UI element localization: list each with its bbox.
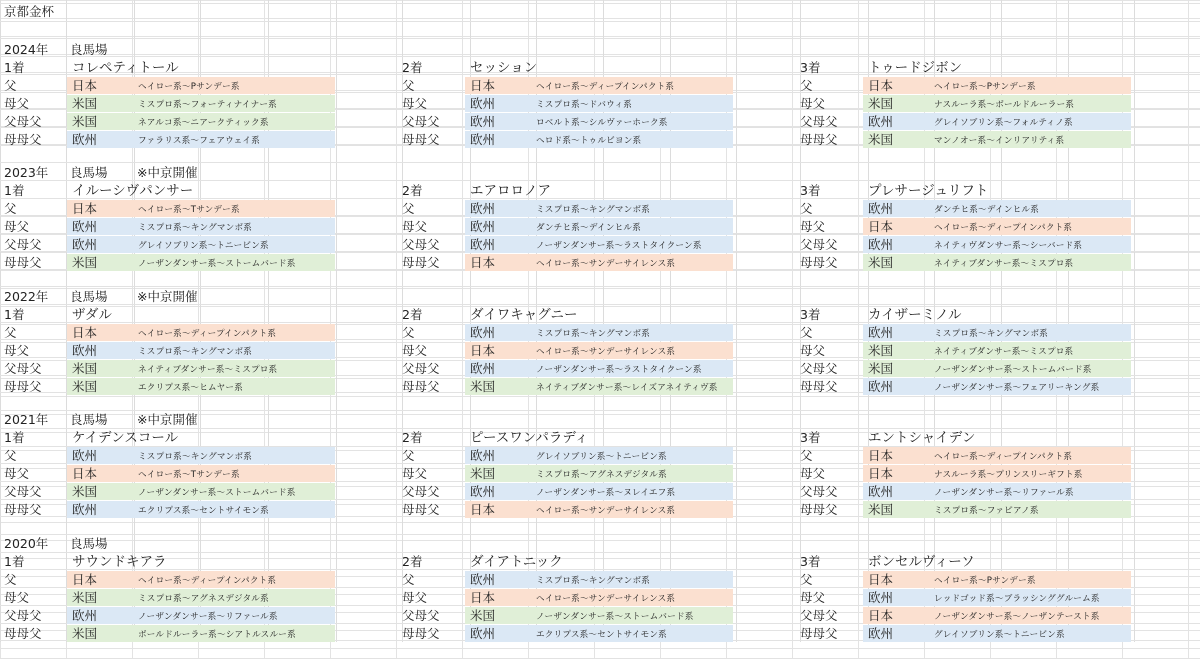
grid-col-line <box>0 0 1 642</box>
track-condition[interactable]: 良馬場 <box>70 412 108 427</box>
pedigree-region[interactable]: 米国 <box>72 626 98 641</box>
pedigree-region[interactable]: 米国 <box>72 590 98 605</box>
grid-col-line <box>736 0 737 642</box>
horse-name[interactable]: ボンセルヴィーソ <box>868 554 975 570</box>
sire-line[interactable]: ミスプロ系～キングマンボ系 <box>934 329 1049 339</box>
grid-col-line <box>336 0 337 642</box>
pedigree-region[interactable]: 日本 <box>868 608 894 623</box>
place-label[interactable]: 3着 <box>800 307 821 322</box>
place-label[interactable]: 1着 <box>4 554 25 569</box>
pedigree-role[interactable]: 母父 <box>4 590 30 605</box>
sire-line[interactable]: ミスプロ系～アグネスデジタル系 <box>138 594 269 604</box>
horse-name[interactable]: ダイワキャグニー <box>470 307 578 323</box>
grid-row-line <box>0 162 1200 163</box>
place-label[interactable]: 1着 <box>4 183 25 198</box>
pedigree-region[interactable]: 米国 <box>470 608 496 623</box>
grid-row-line <box>0 286 1200 287</box>
grid-row-line <box>0 3 1200 4</box>
pedigree-role[interactable]: 父母父 <box>800 361 838 376</box>
pedigree-region[interactable]: 米国 <box>72 361 98 376</box>
pedigree-region[interactable]: 欧州 <box>868 484 894 499</box>
sire-line[interactable]: エクリプス系～ヒムヤー系 <box>138 383 244 393</box>
horse-name[interactable]: イルーシヴパンサー <box>72 183 194 199</box>
pedigree-role[interactable]: 父母父 <box>4 608 42 623</box>
pedigree-region[interactable]: 欧州 <box>470 361 496 376</box>
year-label[interactable]: 2023年 <box>4 165 49 180</box>
horse-name[interactable]: カイザーミノル <box>868 307 962 323</box>
pedigree-role[interactable]: 父 <box>402 201 415 216</box>
pedigree-role[interactable]: 母父 <box>4 96 30 111</box>
pedigree-region[interactable]: 欧州 <box>868 626 894 641</box>
sire-line[interactable]: ノーザンダンサー系～フェアリーキング系 <box>934 383 1100 393</box>
pedigree-region[interactable]: 日本 <box>868 448 894 463</box>
grid-col-line <box>1134 0 1135 642</box>
sire-line[interactable]: ヘイロー系～サンデーサイレンス系 <box>536 347 676 357</box>
sire-line[interactable]: ノーザンダンサー系～ストームバード系 <box>138 488 296 498</box>
sire-line[interactable]: ネアルコ系～ニアークティック系 <box>138 118 269 128</box>
sire-line[interactable]: ミスプロ系～キングマンボ系 <box>536 205 651 215</box>
place-label[interactable]: 2着 <box>402 60 423 75</box>
pedigree-region[interactable]: 欧州 <box>868 379 894 394</box>
pedigree-region[interactable]: 欧州 <box>868 114 894 129</box>
pedigree-role[interactable]: 母母父 <box>402 626 440 641</box>
sire-line[interactable]: マンノオー系～インリアリティ系 <box>934 136 1065 146</box>
place-label[interactable]: 1着 <box>4 307 25 322</box>
sire-line[interactable]: ヘイロー系～ディープインパクト系 <box>138 329 277 339</box>
track-condition[interactable]: 良馬場 <box>70 536 108 551</box>
pedigree-region[interactable]: 欧州 <box>72 237 98 252</box>
pedigree-region[interactable]: 日本 <box>868 466 894 481</box>
pedigree-role[interactable]: 母父 <box>4 219 30 234</box>
pedigree-region[interactable]: 日本 <box>868 78 894 93</box>
pedigree-role[interactable]: 父 <box>4 325 17 340</box>
pedigree-region[interactable]: 欧州 <box>470 201 496 216</box>
pedigree-region[interactable]: 日本 <box>470 255 496 270</box>
pedigree-region[interactable]: 日本 <box>72 572 98 587</box>
pedigree-region[interactable]: 欧州 <box>470 572 496 587</box>
pedigree-role[interactable]: 父母父 <box>4 484 42 499</box>
grid-row-line <box>0 74 1200 75</box>
pedigree-role[interactable]: 父 <box>800 448 813 463</box>
pedigree-region[interactable]: 欧州 <box>868 590 894 605</box>
pedigree-role[interactable]: 母母父 <box>800 255 838 270</box>
horse-name[interactable]: サウンドキアラ <box>72 554 167 570</box>
horse-name[interactable]: ケイデンスコール <box>72 430 179 446</box>
pedigree-region[interactable]: 米国 <box>868 361 894 376</box>
horse-name[interactable]: ザダル <box>72 307 112 323</box>
sire-line[interactable]: ヘイロー系～ディープインパクト系 <box>934 223 1073 233</box>
pedigree-role[interactable]: 母母父 <box>4 379 42 394</box>
place-label[interactable]: 1着 <box>4 430 25 445</box>
horse-name[interactable]: プレサージュリフト <box>868 183 989 199</box>
sire-line[interactable]: ボールドルーラー系～シアトルスルー系 <box>138 630 296 640</box>
pedigree-role[interactable]: 母父 <box>402 466 428 481</box>
pedigree-region[interactable]: 日本 <box>470 78 496 93</box>
pedigree-region[interactable]: 欧州 <box>470 96 496 111</box>
place-label[interactable]: 2着 <box>402 554 423 569</box>
sire-line[interactable]: レッドゴッド系～ブラッシンググルーム系 <box>934 594 1100 604</box>
pedigree-region[interactable]: 日本 <box>72 78 98 93</box>
grid-row-line <box>0 534 1200 535</box>
pedigree-region[interactable]: 日本 <box>470 590 496 605</box>
sire-line[interactable]: ヘイロー系～ディープインパクト系 <box>934 452 1073 462</box>
pedigree-region[interactable]: 日本 <box>868 219 894 234</box>
sheet-title[interactable]: 京都金杯 <box>4 4 55 19</box>
sire-line[interactable]: ミスプロ系～キングマンボ系 <box>138 223 253 233</box>
sire-line[interactable]: ノーザンダンサー系～ラストタイクーン系 <box>536 241 702 251</box>
pedigree-role[interactable]: 父母父 <box>402 484 440 499</box>
pedigree-role[interactable]: 母父 <box>402 343 428 358</box>
place-label[interactable]: 2着 <box>402 307 423 322</box>
pedigree-role[interactable]: 父母父 <box>800 484 838 499</box>
pedigree-role[interactable]: 母父 <box>800 466 826 481</box>
sire-line[interactable]: ヘイロー系～ディープインパクト系 <box>138 576 277 586</box>
pedigree-role[interactable]: 父母父 <box>800 237 838 252</box>
place-label[interactable]: 3着 <box>800 183 821 198</box>
pedigree-region[interactable]: 米国 <box>72 255 98 270</box>
sire-line[interactable]: グレイソブリン系～トニービン系 <box>138 241 269 251</box>
sire-line[interactable]: ダンチヒ系～デインヒル系 <box>934 205 1040 215</box>
sire-line[interactable]: エクリプス系～セントサイモン系 <box>138 506 269 516</box>
horse-name[interactable]: エアロロノア <box>470 183 551 199</box>
sire-line[interactable]: ヘイロー系～Tサンデー系 <box>138 470 240 480</box>
pedigree-role[interactable]: 母母父 <box>4 132 42 147</box>
pedigree-role[interactable]: 母父 <box>402 219 428 234</box>
grid-row-line <box>0 322 1200 323</box>
year-label[interactable]: 2021年 <box>4 412 49 427</box>
pedigree-role[interactable]: 母父 <box>402 96 428 111</box>
pedigree-role[interactable]: 母母父 <box>402 379 440 394</box>
pedigree-role[interactable]: 母母父 <box>4 626 42 641</box>
pedigree-role[interactable]: 母母父 <box>800 502 838 517</box>
grid-row-line <box>0 56 1200 57</box>
track-condition[interactable]: 良馬場 <box>70 165 108 180</box>
horse-name[interactable]: ダイアトニック <box>470 554 563 570</box>
sire-line[interactable]: ミスプロ系～アグネスデジタル系 <box>536 470 667 480</box>
year-label[interactable]: 2024年 <box>4 42 49 57</box>
pedigree-role[interactable]: 母母父 <box>800 626 838 641</box>
pedigree-region[interactable]: 欧州 <box>72 132 98 147</box>
sire-line[interactable]: ヘイロー系～サンデーサイレンス系 <box>536 506 676 516</box>
pedigree-region[interactable]: 欧州 <box>470 114 496 129</box>
sire-line[interactable]: ネイティブダンサー系～ミスプロ系 <box>138 365 278 375</box>
horse-name[interactable]: セッション <box>470 60 538 76</box>
pedigree-region[interactable]: 日本 <box>72 466 98 481</box>
sire-line[interactable]: ノーザンダンサー系～ストームバード系 <box>536 612 694 622</box>
pedigree-role[interactable]: 父 <box>800 325 813 340</box>
sire-line[interactable]: グレイソブリン系～トニービン系 <box>934 630 1065 640</box>
pedigree-role[interactable]: 父 <box>402 325 415 340</box>
sire-line[interactable]: ミスプロ系～キングマンボ系 <box>138 347 253 357</box>
pedigree-role[interactable]: 母父 <box>800 590 826 605</box>
pedigree-role[interactable]: 父 <box>4 78 17 93</box>
place-label[interactable]: 3着 <box>800 60 821 75</box>
sire-line[interactable]: ミスプロ系～ファピアノ系 <box>934 506 1039 516</box>
sire-line[interactable]: ヘイロー系～サンデーサイレンス系 <box>536 259 676 269</box>
grid-row-line <box>0 38 1200 39</box>
sire-line[interactable]: ノーザンダンサー系～リファール系 <box>138 612 278 622</box>
sire-line[interactable]: ヘイロー系～Pサンデー系 <box>934 576 1036 586</box>
pedigree-role[interactable]: 母母父 <box>402 502 440 517</box>
pedigree-role[interactable]: 父 <box>4 448 17 463</box>
sire-line[interactable]: ミスプロ系～ドバウィ系 <box>536 100 633 110</box>
pedigree-role[interactable]: 父母父 <box>402 237 440 252</box>
pedigree-region[interactable]: 欧州 <box>470 448 496 463</box>
pedigree-region[interactable]: 欧州 <box>72 608 98 623</box>
horse-name[interactable]: ピースワンパラディ <box>470 430 589 446</box>
track-condition[interactable]: 良馬場 <box>70 289 108 304</box>
horse-name[interactable]: コレペティトール <box>72 60 179 76</box>
place-label[interactable]: 2着 <box>402 183 423 198</box>
place-label[interactable]: 3着 <box>800 430 821 445</box>
pedigree-role[interactable]: 父母父 <box>4 114 42 129</box>
sire-line[interactable]: ネイティブダンサー系～ミスプロ系 <box>934 259 1074 269</box>
pedigree-region[interactable]: 日本 <box>72 201 98 216</box>
horse-name[interactable]: エントシャイデン <box>868 430 976 446</box>
pedigree-region[interactable]: 米国 <box>72 379 98 394</box>
pedigree-role[interactable]: 父 <box>800 201 813 216</box>
sire-line[interactable]: ロベルト系～シルヴァーホーク系 <box>536 118 668 128</box>
pedigree-region[interactable]: 欧州 <box>72 343 98 358</box>
pedigree-region[interactable]: 米国 <box>868 343 894 358</box>
sire-line[interactable]: グレイソブリン系～トニービン系 <box>536 452 667 462</box>
pedigree-region[interactable]: 日本 <box>868 572 894 587</box>
sire-line[interactable]: グレイソブリン系～フォルティノ系 <box>934 118 1073 128</box>
pedigree-region[interactable]: 米国 <box>470 466 496 481</box>
year-label[interactable]: 2020年 <box>4 536 49 551</box>
pedigree-role[interactable]: 父母父 <box>402 114 440 129</box>
horse-name[interactable]: トゥードジボン <box>868 60 963 76</box>
pedigree-role[interactable]: 父 <box>4 572 17 587</box>
pedigree-region[interactable]: 欧州 <box>470 132 496 147</box>
pedigree-role[interactable]: 母父 <box>800 343 826 358</box>
sire-line[interactable]: ミスプロ系～キングマンボ系 <box>536 329 651 339</box>
pedigree-role[interactable]: 父母父 <box>4 237 42 252</box>
grid-row-line <box>0 569 1200 570</box>
pedigree-region[interactable]: 欧州 <box>470 237 496 252</box>
pedigree-region[interactable]: 米国 <box>72 484 98 499</box>
pedigree-role[interactable]: 父 <box>800 78 813 93</box>
sire-line[interactable]: ノーザンダンサー系～リファール系 <box>934 488 1074 498</box>
pedigree-role[interactable]: 父 <box>402 78 415 93</box>
pedigree-role[interactable]: 父 <box>402 448 415 463</box>
pedigree-region[interactable]: 欧州 <box>868 325 894 340</box>
pedigree-region[interactable]: 日本 <box>72 325 98 340</box>
place-label[interactable]: 1着 <box>4 60 25 75</box>
sire-line[interactable]: ノーザンダンサー系～ラストタイクーン系 <box>536 365 702 375</box>
pedigree-role[interactable]: 母父 <box>4 466 30 481</box>
sire-line[interactable]: ヘイロー系～Pサンデー系 <box>138 82 240 92</box>
sire-line[interactable]: ナスルーラ系～ボールドルーラー系 <box>934 100 1075 110</box>
sire-line[interactable]: ヘイロー系～サンデーサイレンス系 <box>536 594 676 604</box>
place-label[interactable]: 3着 <box>800 554 821 569</box>
sire-line[interactable]: ノーザンダンサー系～ノーザンテースト系 <box>934 612 1100 622</box>
sire-line[interactable]: ミスプロ系～キングマンボ系 <box>138 452 253 462</box>
pedigree-region[interactable]: 米国 <box>72 96 98 111</box>
pedigree-role[interactable]: 父母父 <box>800 608 838 623</box>
pedigree-region[interactable]: 欧州 <box>72 448 98 463</box>
pedigree-region[interactable]: 米国 <box>868 96 894 111</box>
sire-line[interactable]: ヘイロー系～Tサンデー系 <box>138 205 240 215</box>
pedigree-role[interactable]: 父母父 <box>402 361 440 376</box>
pedigree-region[interactable]: 欧州 <box>470 626 496 641</box>
pedigree-region[interactable]: 米国 <box>72 114 98 129</box>
pedigree-region[interactable]: 欧州 <box>470 484 496 499</box>
sire-line[interactable]: ヘロド系～トゥルビヨン系 <box>536 136 642 146</box>
pedigree-region[interactable]: 欧州 <box>470 325 496 340</box>
pedigree-region[interactable]: 欧州 <box>470 219 496 234</box>
pedigree-role[interactable]: 母父 <box>4 343 30 358</box>
pedigree-role[interactable]: 母父 <box>402 590 428 605</box>
sire-line[interactable]: ヘイロー系～ディープインパクト系 <box>536 82 675 92</box>
sire-line[interactable]: ミスプロ系～キングマンボ系 <box>536 576 651 586</box>
sire-line[interactable]: ノーザンダンサー系～ヌレイエフ系 <box>536 488 676 498</box>
pedigree-region[interactable]: 欧州 <box>72 219 98 234</box>
pedigree-role[interactable]: 父 <box>4 201 17 216</box>
pedigree-role[interactable]: 母母父 <box>402 255 440 270</box>
pedigree-region[interactable]: 米国 <box>868 132 894 147</box>
pedigree-region[interactable]: 欧州 <box>868 237 894 252</box>
venue-note[interactable]: ※中京開催 <box>137 165 198 180</box>
pedigree-role[interactable]: 母母父 <box>800 132 838 147</box>
pedigree-role[interactable]: 母父 <box>800 96 826 111</box>
track-condition[interactable]: 良馬場 <box>70 42 108 57</box>
pedigree-region[interactable]: 米国 <box>868 255 894 270</box>
venue-note[interactable]: ※中京開催 <box>137 289 198 304</box>
venue-note[interactable]: ※中京開催 <box>137 412 198 427</box>
sire-line[interactable]: ヘイロー系～Pサンデー系 <box>934 82 1036 92</box>
pedigree-role[interactable]: 父母父 <box>402 608 440 623</box>
pedigree-role[interactable]: 父母父 <box>4 361 42 376</box>
sire-line[interactable]: ダンチヒ系～デインヒル系 <box>536 223 642 233</box>
year-label[interactable]: 2022年 <box>4 289 49 304</box>
sire-line[interactable]: ノーザンダンサー系～ストームバード系 <box>138 259 296 269</box>
sire-line[interactable]: ネイティブダンサー系～レイズアネイティヴ系 <box>536 383 718 393</box>
pedigree-role[interactable]: 母母父 <box>402 132 440 147</box>
pedigree-region[interactable]: 米国 <box>470 379 496 394</box>
pedigree-region[interactable]: 日本 <box>470 343 496 358</box>
sire-line[interactable]: エクリプス系～セントサイモン系 <box>536 630 667 640</box>
pedigree-region[interactable]: 欧州 <box>72 502 98 517</box>
pedigree-region[interactable]: 日本 <box>470 502 496 517</box>
place-label[interactable]: 2着 <box>402 430 423 445</box>
pedigree-region[interactable]: 欧州 <box>868 201 894 216</box>
sire-line[interactable]: ミスプロ系～フォーティナイナー系 <box>138 100 277 110</box>
pedigree-region[interactable]: 米国 <box>868 502 894 517</box>
grid-row-line <box>0 552 1200 553</box>
sire-line[interactable]: ナスルーラ系～プリンスリーギフト系 <box>934 470 1083 480</box>
sire-line[interactable]: ネイティブダンサー系～ミスプロ系 <box>934 347 1074 357</box>
pedigree-role[interactable]: 父母父 <box>800 114 838 129</box>
pedigree-role[interactable]: 母母父 <box>800 379 838 394</box>
grid-row-line <box>0 21 1200 22</box>
sire-line[interactable]: ネイティヴダンサー系～シーバード系 <box>934 241 1083 251</box>
pedigree-role[interactable]: 母父 <box>800 219 826 234</box>
sire-line[interactable]: ノーザンダンサー系～ストームバード系 <box>934 365 1092 375</box>
sire-line[interactable]: ファラリス系～フェアウェイ系 <box>138 136 260 146</box>
pedigree-role[interactable]: 父 <box>800 572 813 587</box>
pedigree-role[interactable]: 母母父 <box>4 502 42 517</box>
pedigree-role[interactable]: 父 <box>402 572 415 587</box>
pedigree-role[interactable]: 母母父 <box>4 255 42 270</box>
